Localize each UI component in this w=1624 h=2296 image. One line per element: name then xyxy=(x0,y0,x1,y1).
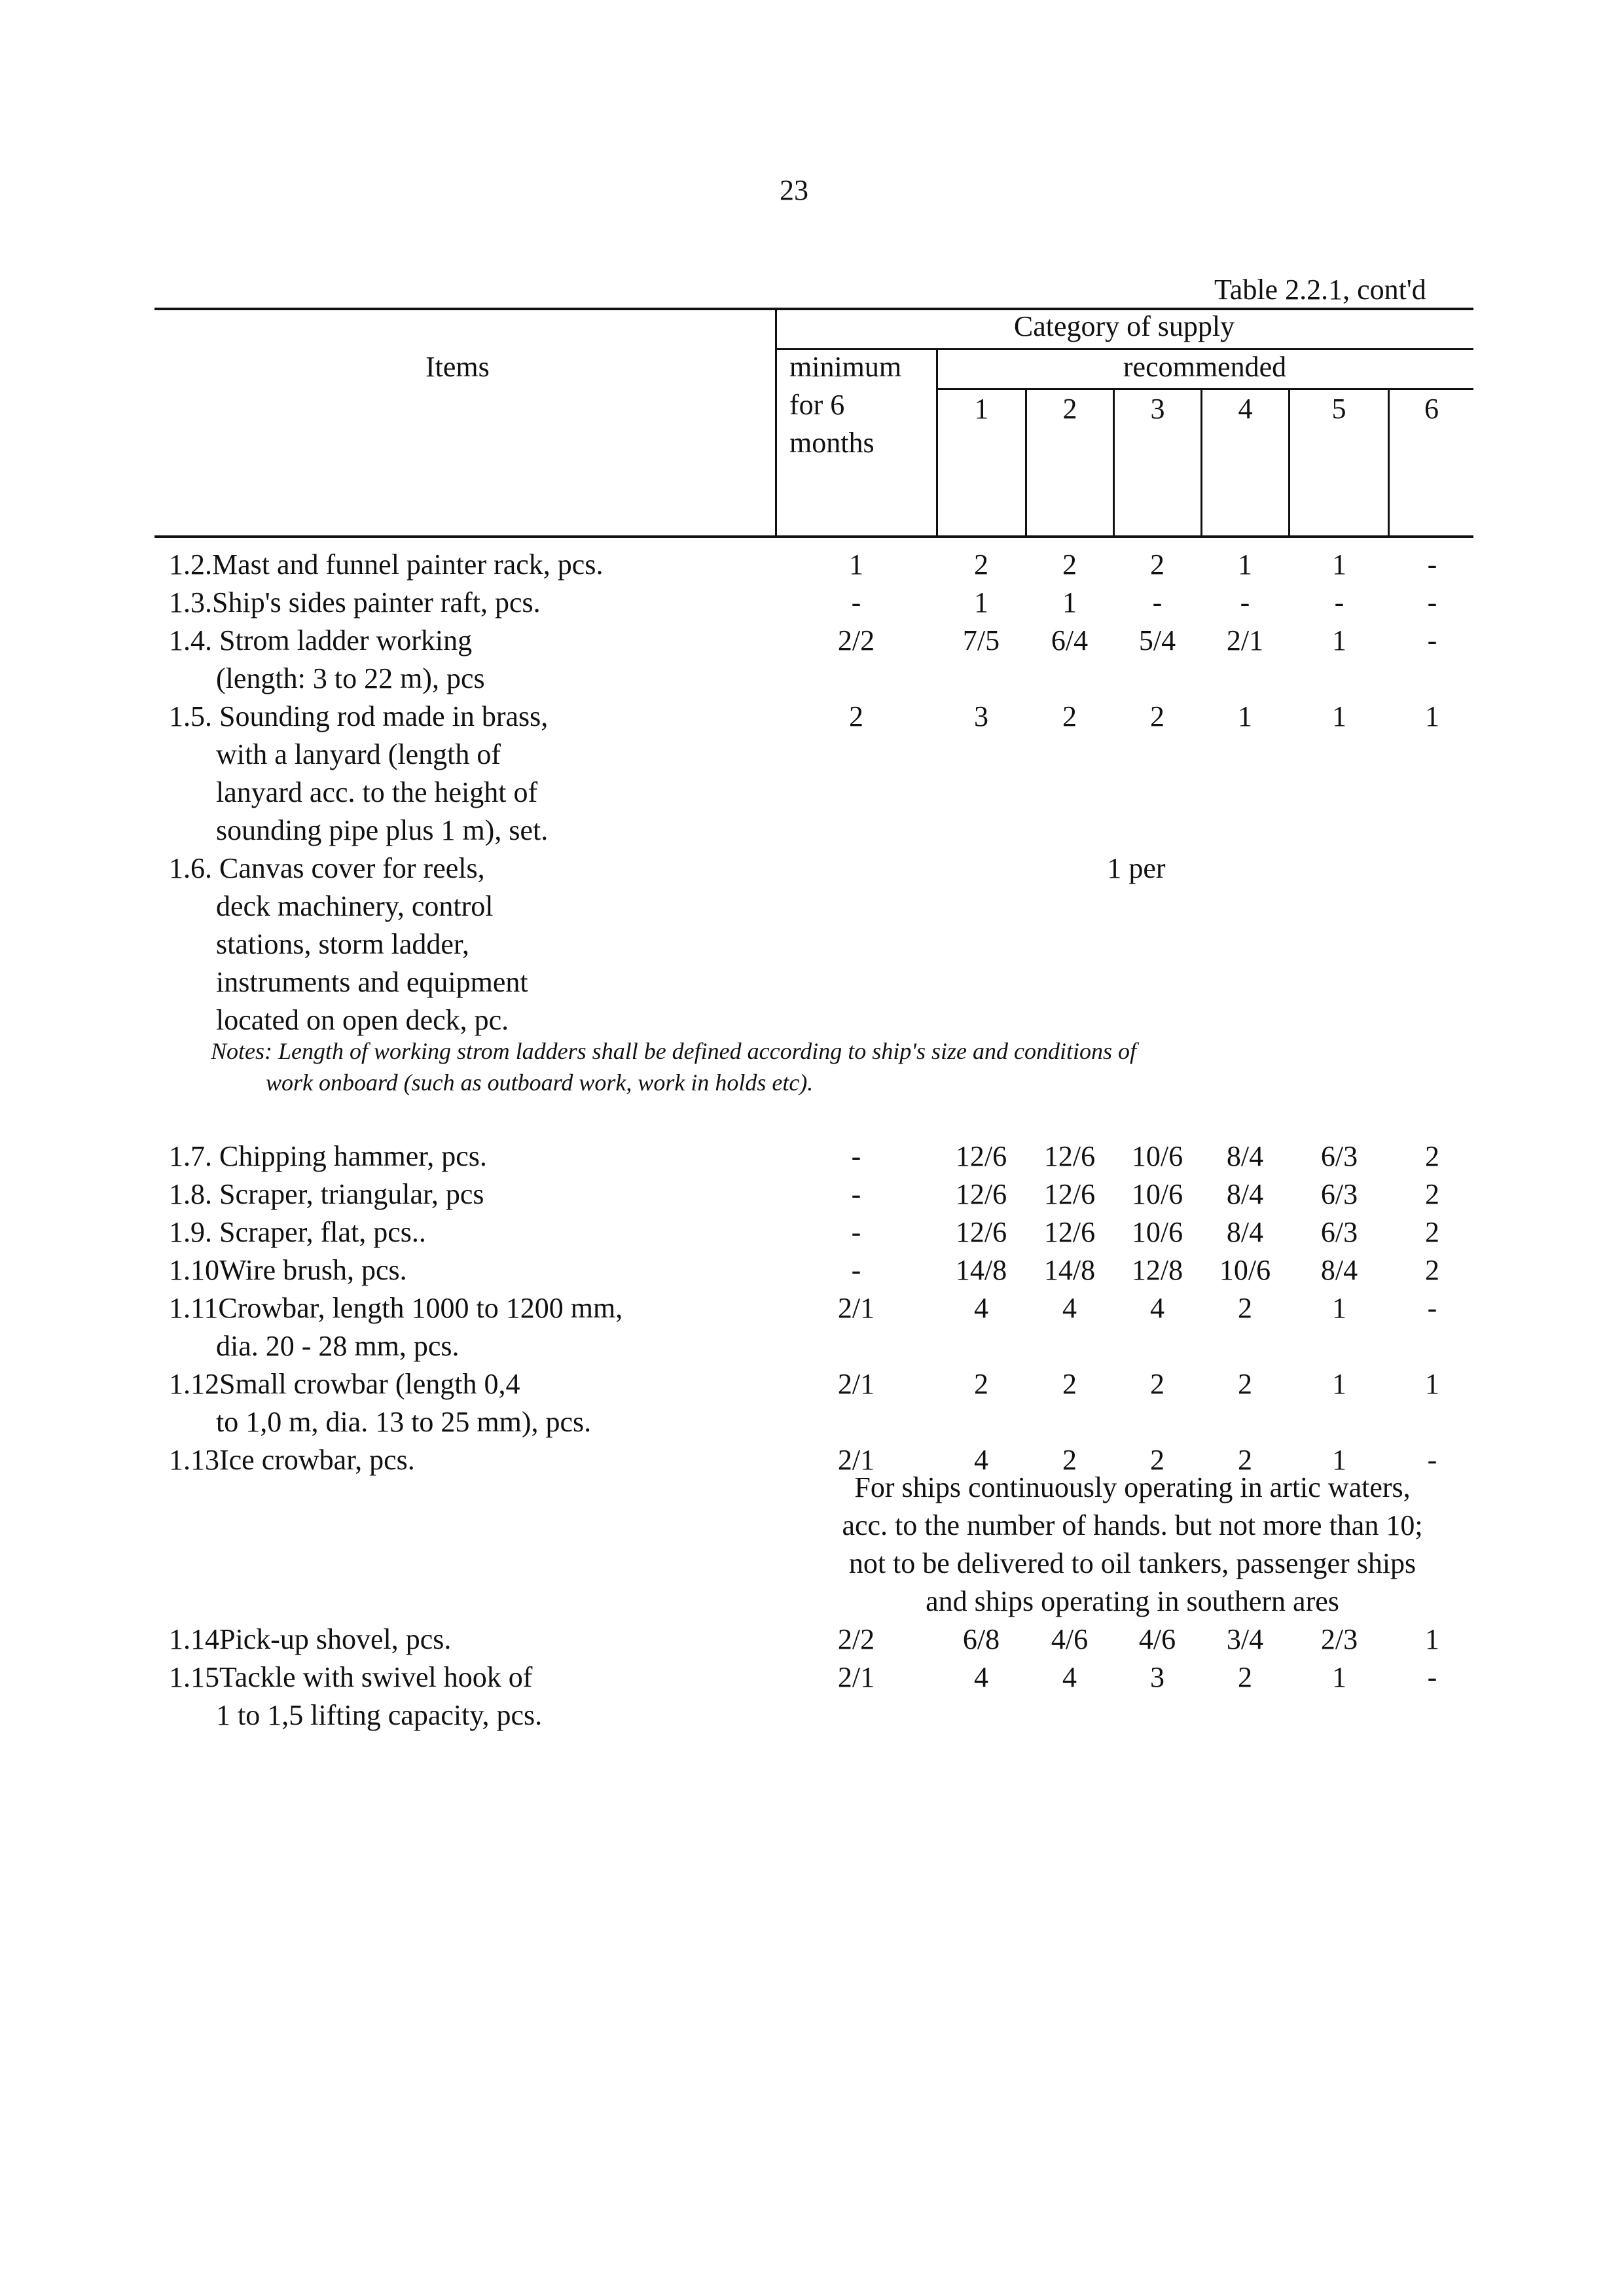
row-recommended-value: 6/8 xyxy=(962,1623,1000,1655)
row-recommended-value: 7/5 xyxy=(962,624,1000,656)
row-item-text: 1.13Ice crowbar, pcs. xyxy=(169,1444,415,1476)
table-caption: Table 2.2.1, cont'd xyxy=(1214,274,1426,306)
row-item-text: 1.7. Chipping hammer, pcs. xyxy=(169,1140,487,1172)
row-minimum-value: 2 xyxy=(849,700,863,732)
row-recommended-value: 1 xyxy=(1332,700,1346,732)
row-item-text: 1.6. Canvas cover for reels, xyxy=(169,852,485,884)
row-recommended-value: - xyxy=(1427,586,1437,619)
row-item-text: 1.8. Scraper, triangular, pcs xyxy=(169,1178,484,1210)
row-recommended-value: 1 xyxy=(1238,548,1252,581)
row-item-text: sounding pipe plus 1 m), set. xyxy=(216,814,549,846)
row-recommended-value: 2/3 xyxy=(1320,1623,1358,1655)
row-recommended-value: 12/6 xyxy=(1043,1140,1096,1172)
row-item-text: dia. 20 - 28 mm, pcs. xyxy=(216,1330,460,1362)
row-item-text: deck machinery, control xyxy=(216,890,494,922)
row-recommended-value: 1 xyxy=(1425,700,1439,732)
page-number: 23 xyxy=(780,174,808,206)
row-item-text: 1.2.Mast and funnel painter rack, pcs. xyxy=(169,548,604,581)
row-recommended-value: 6/3 xyxy=(1320,1216,1358,1248)
row-recommended-value: 2 xyxy=(1425,1140,1439,1172)
row-item-text: 1.14Pick-up shovel, pcs. xyxy=(169,1623,452,1655)
row-recommended-value: 8/4 xyxy=(1320,1254,1358,1286)
row-recommended-value: 4/6 xyxy=(1138,1623,1176,1655)
row-recommended-value: - xyxy=(1334,586,1344,619)
header-col-6: 6 xyxy=(1424,393,1439,425)
row-recommended-value: - xyxy=(1152,586,1163,619)
row-recommended-value: 10/6 xyxy=(1131,1178,1183,1210)
row-recommended-value: 1 xyxy=(1332,548,1346,581)
row-recommended-value: - xyxy=(1427,624,1437,656)
row-recommended-value: 2 xyxy=(1150,1368,1164,1400)
row-item-text: 1.11Crowbar, length 1000 to 1200 mm, xyxy=(169,1292,623,1324)
header-col-4: 4 xyxy=(1238,393,1253,425)
row-recommended-value: - xyxy=(1427,1444,1437,1476)
row-item-text: with a lanyard (length of xyxy=(216,738,501,770)
row-minimum-value: 2/1 xyxy=(837,1661,875,1693)
row-recommended-value: 6/3 xyxy=(1320,1140,1358,1172)
row-recommended-value: 5/4 xyxy=(1138,624,1176,656)
row-recommended-value: 2 xyxy=(1425,1216,1439,1248)
header-category: Category of supply xyxy=(1013,310,1235,342)
row-minimum-value: 2/1 xyxy=(837,1368,875,1400)
row-recommended-value: 10/6 xyxy=(1131,1216,1183,1248)
header-recommended: recommended xyxy=(1123,351,1287,383)
row-item-text: instruments and equipment xyxy=(216,966,528,998)
header-minimum-l1: minimum xyxy=(789,351,902,383)
row-recommended-value: 8/4 xyxy=(1226,1216,1264,1248)
header-col-2: 2 xyxy=(1062,393,1077,425)
row-recommended-value: 1 xyxy=(1332,1444,1346,1476)
row-recommended-value: 2 xyxy=(1238,1292,1252,1324)
row-item-text: 1.10Wire brush, pcs. xyxy=(169,1254,407,1286)
row-recommended-value: 1 xyxy=(1332,624,1346,656)
row-recommended-value: 1 xyxy=(974,586,988,619)
row-minimum-value: - xyxy=(851,1216,861,1248)
row-item-text: lanyard acc. to the height of xyxy=(216,776,538,808)
header-col-3: 3 xyxy=(1150,393,1165,425)
row-recommended-value: 3 xyxy=(1150,1661,1164,1693)
header-minimum-l2: for 6 xyxy=(789,389,845,421)
row-minimum-value: - xyxy=(851,586,861,619)
row-recommended-value: 3 xyxy=(974,700,988,732)
row-recommended-value: 2 xyxy=(1062,700,1077,732)
row-recommended-value: 10/6 xyxy=(1131,1140,1183,1172)
header-minimum-l3: months xyxy=(789,427,875,459)
row-recommended-value: 1 xyxy=(1062,586,1077,619)
row-recommended-value: 1 xyxy=(1332,1661,1346,1693)
row-recommended-value: 2 xyxy=(974,548,988,581)
row-recommended-value: 4 xyxy=(1062,1292,1077,1324)
row-recommended-value: 14/8 xyxy=(1043,1254,1096,1286)
row-minimum-value: - xyxy=(851,1140,861,1172)
row-recommended-value: - xyxy=(1240,586,1250,619)
row-item-text: 1.3.Ship's sides painter raft, pcs. xyxy=(169,586,541,619)
row-recommended-value: 3/4 xyxy=(1226,1623,1264,1655)
row-recommended-value: 2 xyxy=(1150,700,1164,732)
row-recommended-value: 2 xyxy=(1425,1178,1439,1210)
row-minimum-value: 2/2 xyxy=(837,624,875,656)
row-item-text: located on open deck, pc. xyxy=(216,1004,509,1036)
row-recommended-value: 12/6 xyxy=(1043,1178,1096,1210)
row-item-text: stations, storm ladder, xyxy=(216,928,469,960)
notes-line-1: Notes: Length of working strom ladders shall be defined according to ship's size and conditions of xyxy=(211,1038,1136,1064)
notes-line-2: work onboard (such as outboard work, work in holds etc). xyxy=(266,1069,814,1096)
row-recommended-value: 12/6 xyxy=(955,1216,1007,1248)
row-recommended-value: 10/6 xyxy=(1219,1254,1271,1286)
row-recommended-value: 1 xyxy=(1425,1623,1439,1655)
row-minimum-value: 2/2 xyxy=(837,1623,875,1655)
row-minimum-value: 2/1 xyxy=(837,1444,875,1476)
row-recommended-value: 2 xyxy=(1150,548,1164,581)
row-recommended-value: 2 xyxy=(1238,1661,1252,1693)
row-item-text: 1.15Tackle with swivel hook of xyxy=(169,1661,533,1693)
row-recommended-value: 2 xyxy=(1425,1254,1439,1286)
row-recommended-value: 4 xyxy=(974,1292,988,1324)
row-recommended-value: 6/3 xyxy=(1320,1178,1358,1210)
row-minimum-value: - xyxy=(851,1254,861,1286)
row-recommended-value: 2 xyxy=(1062,548,1077,581)
row-recommended-value: 2 xyxy=(1150,1444,1164,1476)
row-recommended-value: 2 xyxy=(1238,1444,1252,1476)
row-recommended-value: 1 xyxy=(1332,1368,1346,1400)
ice-note-line-1: For ships continuously operating in artic waters, xyxy=(854,1471,1411,1503)
row-item-text: 1.5. Sounding rod made in brass, xyxy=(169,700,549,732)
row-recommended-value: 2 xyxy=(974,1368,988,1400)
row-recommended-value: 12/8 xyxy=(1131,1254,1183,1286)
ice-note-line-3: not to be delivered to oil tankers, passenger ships xyxy=(848,1547,1416,1579)
row-recommended-value: 12/6 xyxy=(955,1178,1007,1210)
row-recommended-value: 12/6 xyxy=(955,1140,1007,1172)
row-recommended-value: 2 xyxy=(1238,1368,1252,1400)
row-recommended-value: 12/6 xyxy=(1043,1216,1096,1248)
row-minimum-value: - xyxy=(851,1178,861,1210)
row-recommended-value: 4 xyxy=(974,1661,988,1693)
row-recommended-value: 8/4 xyxy=(1226,1178,1264,1210)
row-recommended-value: 8/4 xyxy=(1226,1140,1264,1172)
header-col-1: 1 xyxy=(974,393,989,425)
row-recommended-value: 1 xyxy=(1425,1368,1439,1400)
row-recommended-value: 4 xyxy=(974,1444,988,1476)
row-recommended-value: 14/8 xyxy=(955,1254,1007,1286)
row-minimum-value: 1 xyxy=(849,548,863,581)
row-item-text: to 1,0 m, dia. 13 to 25 mm), pcs. xyxy=(216,1406,592,1438)
row-recommended-value: - xyxy=(1427,1661,1437,1693)
row-item-text: 1.9. Scraper, flat, pcs.. xyxy=(169,1216,426,1248)
ice-note-line-4: and ships operating in southern ares xyxy=(926,1585,1339,1617)
row-recommended-value: 2/1 xyxy=(1226,624,1264,656)
row-recommended-value: 2 xyxy=(1062,1368,1077,1400)
header-items: Items xyxy=(425,351,490,383)
row-recommended-value: 4 xyxy=(1062,1661,1077,1693)
row-recommended-value: 1 xyxy=(1238,700,1252,732)
row-item-text: 1.12Small crowbar (length 0,4 xyxy=(169,1368,520,1400)
row-minimum-value: 2/1 xyxy=(837,1292,875,1324)
row-recommended-value: 6/4 xyxy=(1051,624,1089,656)
row-recommended-value: 1 xyxy=(1332,1292,1346,1324)
row-item-text: (length: 3 to 22 m), pcs xyxy=(216,662,485,694)
ice-note-line-2: acc. to the number of hands. but not more than 10; xyxy=(842,1509,1423,1541)
row-item-text: 1 to 1,5 lifting capacity, pcs. xyxy=(216,1699,543,1731)
row-item-text: 1.4. Strom ladder working xyxy=(169,624,473,656)
header-bottom-rule xyxy=(154,535,1473,538)
row-recommended-value: 2 xyxy=(1062,1444,1077,1476)
row-recommended-value: 4 xyxy=(1150,1292,1164,1324)
row-recommended-value: - xyxy=(1427,548,1437,581)
row-span-note: 1 per xyxy=(1107,852,1166,884)
row-recommended-value: 4/6 xyxy=(1051,1623,1089,1655)
header-col-5: 5 xyxy=(1331,393,1346,425)
row-recommended-value: - xyxy=(1427,1292,1437,1324)
